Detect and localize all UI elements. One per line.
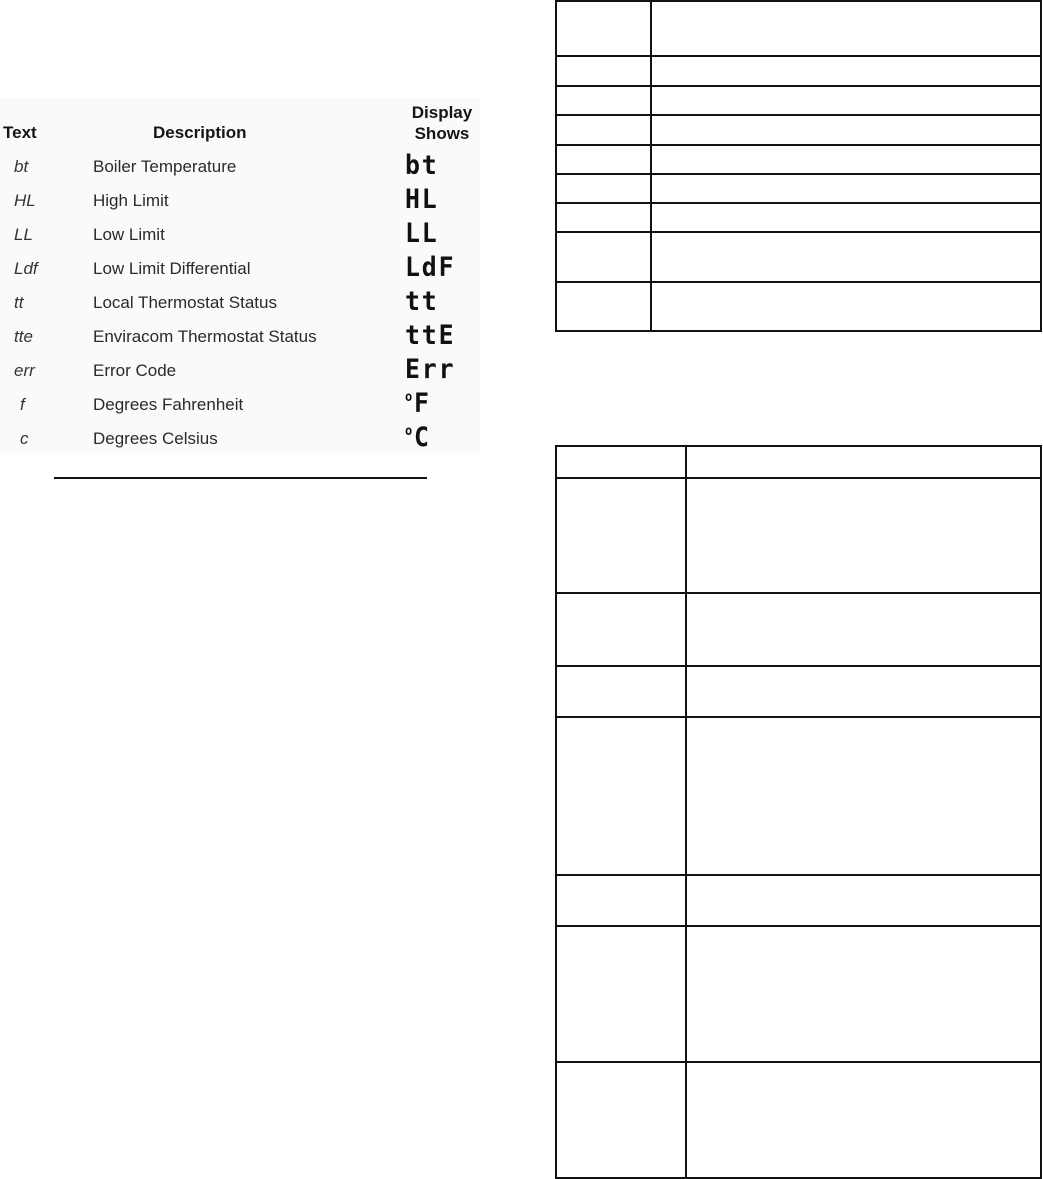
abbreviation-table bbox=[0, 98, 480, 453]
row-divider bbox=[557, 55, 1040, 57]
display-readout: $^o$F bbox=[405, 388, 431, 419]
row-divider bbox=[557, 1061, 1040, 1063]
display-readout: $^o$C bbox=[405, 422, 431, 453]
description: Local Thermostat Status bbox=[93, 293, 277, 312]
description: Low Limit Differential bbox=[93, 259, 251, 278]
display-readout: HL bbox=[405, 184, 439, 215]
row-divider bbox=[557, 477, 1040, 479]
table-row bbox=[0, 151, 480, 185]
row-divider bbox=[557, 114, 1040, 116]
degree-symbol: o bbox=[405, 424, 415, 439]
description: Low Limit bbox=[93, 225, 165, 244]
row-divider bbox=[557, 665, 1040, 667]
abbreviation: f bbox=[20, 395, 25, 414]
column-header-description: Description bbox=[153, 123, 247, 142]
abbreviation: c bbox=[20, 429, 29, 448]
display-readout: tt bbox=[405, 286, 439, 317]
section-divider-rule bbox=[54, 477, 427, 479]
abbreviation: Ldf bbox=[14, 259, 38, 278]
table-row bbox=[0, 185, 480, 219]
empty-table-lower bbox=[555, 445, 1042, 1179]
description: Enviracom Thermostat Status bbox=[93, 327, 317, 346]
row-divider bbox=[557, 173, 1040, 175]
row-divider bbox=[557, 592, 1040, 594]
table-row bbox=[0, 287, 480, 321]
display-readout: Err bbox=[405, 354, 456, 385]
degree-symbol: o bbox=[405, 390, 415, 405]
description: Degrees Celsius bbox=[93, 429, 218, 448]
display-readout: ttE bbox=[405, 320, 456, 351]
row-divider bbox=[557, 85, 1040, 87]
description: Boiler Temperature bbox=[93, 157, 237, 176]
row-divider bbox=[557, 716, 1040, 718]
abbreviation: tte bbox=[14, 327, 33, 346]
column-divider bbox=[685, 447, 687, 1177]
abbreviation: tt bbox=[14, 293, 24, 312]
column-header-text: Text bbox=[3, 123, 37, 142]
row-divider bbox=[557, 874, 1040, 876]
table-row bbox=[0, 321, 480, 355]
abbreviation: HL bbox=[14, 191, 36, 210]
description: Error Code bbox=[93, 361, 177, 380]
row-divider bbox=[557, 144, 1040, 146]
description: High Limit bbox=[93, 191, 169, 210]
abbreviation: err bbox=[14, 361, 35, 380]
description: Degrees Fahrenheit bbox=[93, 395, 244, 414]
display-readout: LL bbox=[405, 218, 439, 249]
table-row bbox=[0, 423, 480, 457]
table-row bbox=[0, 219, 480, 253]
row-divider bbox=[557, 925, 1040, 927]
table-row bbox=[0, 253, 480, 287]
row-divider bbox=[557, 231, 1040, 233]
column-header-display-shows: Display Shows bbox=[411, 103, 473, 143]
table-row bbox=[0, 355, 480, 389]
empty-table-upper bbox=[555, 0, 1042, 332]
display-readout: bt bbox=[405, 150, 439, 181]
abbreviation: bt bbox=[14, 157, 29, 176]
row-divider bbox=[557, 281, 1040, 283]
display-readout: LdF bbox=[405, 252, 456, 283]
abbreviation: LL bbox=[14, 225, 33, 244]
table-row bbox=[0, 389, 480, 423]
row-divider bbox=[557, 202, 1040, 204]
